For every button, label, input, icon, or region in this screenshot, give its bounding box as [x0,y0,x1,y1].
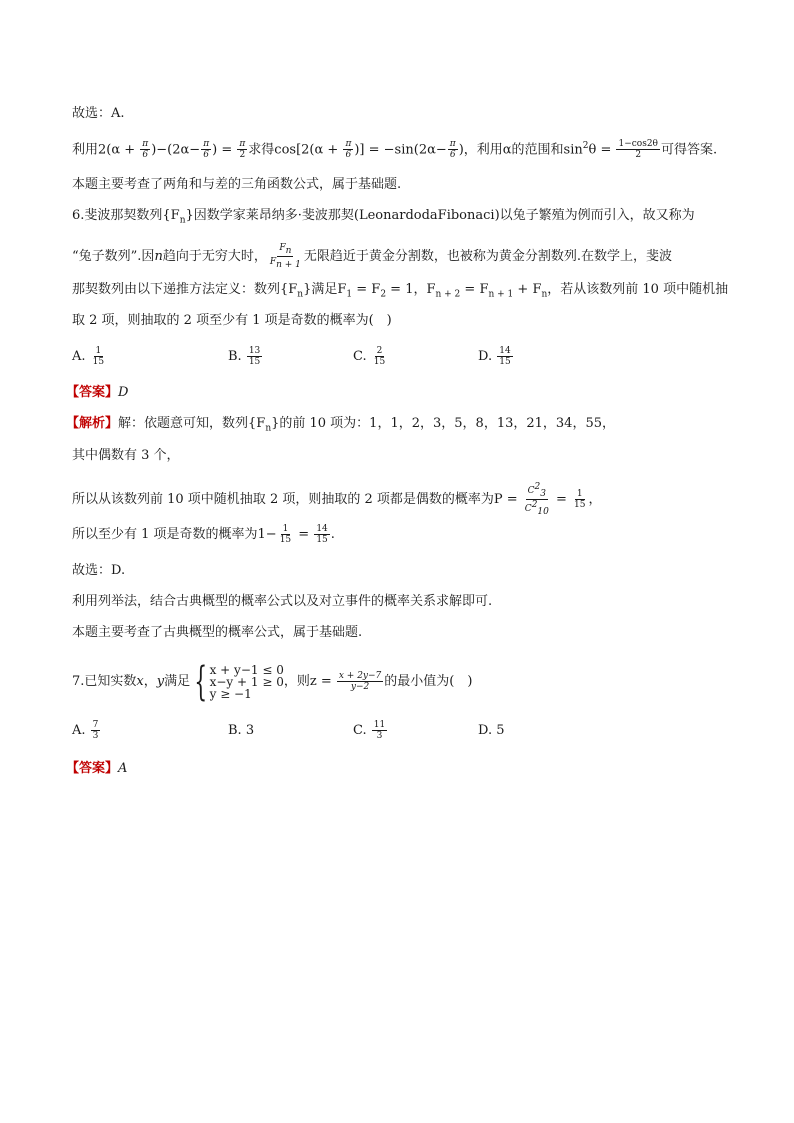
q7-stem: 7.已知实数x，y满足 { x + y−1 ≤ 0 x−y + 1 ≥ 0 y ≥ −1 ，则z = $\frac{x + 2y-7}{y-2}$ 的最小值为( ) [72,658,473,705]
q6-analysis: 【解析】解：依题意可知，数列$\{F_n\}$的前 10 项为：1，1，2，3，5，8，13，21，34，55， [66,416,615,434]
q6-summary: 本题主要考查了古典概型的概率公式，属于基础题. [72,625,363,640]
q6-choice-c: C. $\frac{2}{15}$ [353,346,386,367]
q6-prob-odd: 所以至少有 1 项是奇数的概率为1− $\frac{1}{15}$ = $\frac{14}{15}$ . [72,524,335,545]
q7-choice-c: C. $\frac{11}{3}$ [353,720,386,741]
q6-stem-line4: 取 2 项，则抽取的 2 项至少有 1 项是奇数的概率为( ) [72,313,392,328]
prev-choose: 故选：A. [72,106,125,121]
q6-stem-line2: “兔子数列”.因n趋向于无穷大时， $\frac{Fn}{Fn + 1}$ 无限趋近于黄金分割数，也被称为黄金分割数列.在数学上，斐波 [72,243,673,270]
q6-answer: 【答案】D [66,385,129,400]
q6-even: 其中偶数有 3 个， [72,448,180,463]
q6-stem-line1: 6.斐波那契数列$\{F_n\}$因数学家莱昂纳多·斐波那契(LeonardodaFibonaci)以兔子繁殖为例而引入，故又称为 [72,208,695,226]
q6-choice-b: B. $\frac{13}{15}$ [228,346,261,367]
q7-choice-d: D. 5 [478,723,505,738]
q6-choice-a: A. $\frac{1}{15}$ [72,346,105,367]
q6-stem-line3: 那契数列由以下递推方法定义：数列$\{F_n\}$满足$F_1 = F_2 = 1$，$F_{n + 2} = F_{n + 1} + F_n$，若从该数列前 10 项中随机抽 [72,282,729,300]
q7-answer: 【答案】A [66,761,128,776]
constraint-system: x + y−1 ≤ 0 x−y + 1 ≥ 0 y ≥ −1 [209,662,284,701]
system-brace: { [194,658,208,705]
q6-choose: 故选：D. [72,563,126,578]
q6-choice-d: D. $\frac{14}{15}$ [478,346,511,367]
q6-method: 利用列举法，结合古典概型的概率公式以及对立事件的概率关系求解即可. [72,594,493,609]
q7-choice-a: A. $\frac{7}{3}$ [72,720,99,741]
q6-prob-even: 所以从该数列前 10 项中随机抽取 2 项，则抽取的 2 项都是偶数的概率为P = $\frac{C23}{C210}$ = $\frac{1}{15}$ ， [72,482,602,517]
prev-summary: 本题主要考查了两角和与差的三角函数公式，属于基础题. [72,177,402,192]
q7-choice-b: B. 3 [228,723,255,738]
prev-method: 利用2(α + $\frac{\pi}{6}$ )−(2α− $\frac{\pi}{6}$ ) = $\frac{\pi}{2}$ 求得cos[2(α + $\frac{\pi}{6}$ )] = −sin(2α− $\frac{\pi}{6}$ )，利用α的范围和$\sin^2\theta$ = $\frac{1-\cos 2\theta}{2}$ 可得答案. [72,139,718,161]
